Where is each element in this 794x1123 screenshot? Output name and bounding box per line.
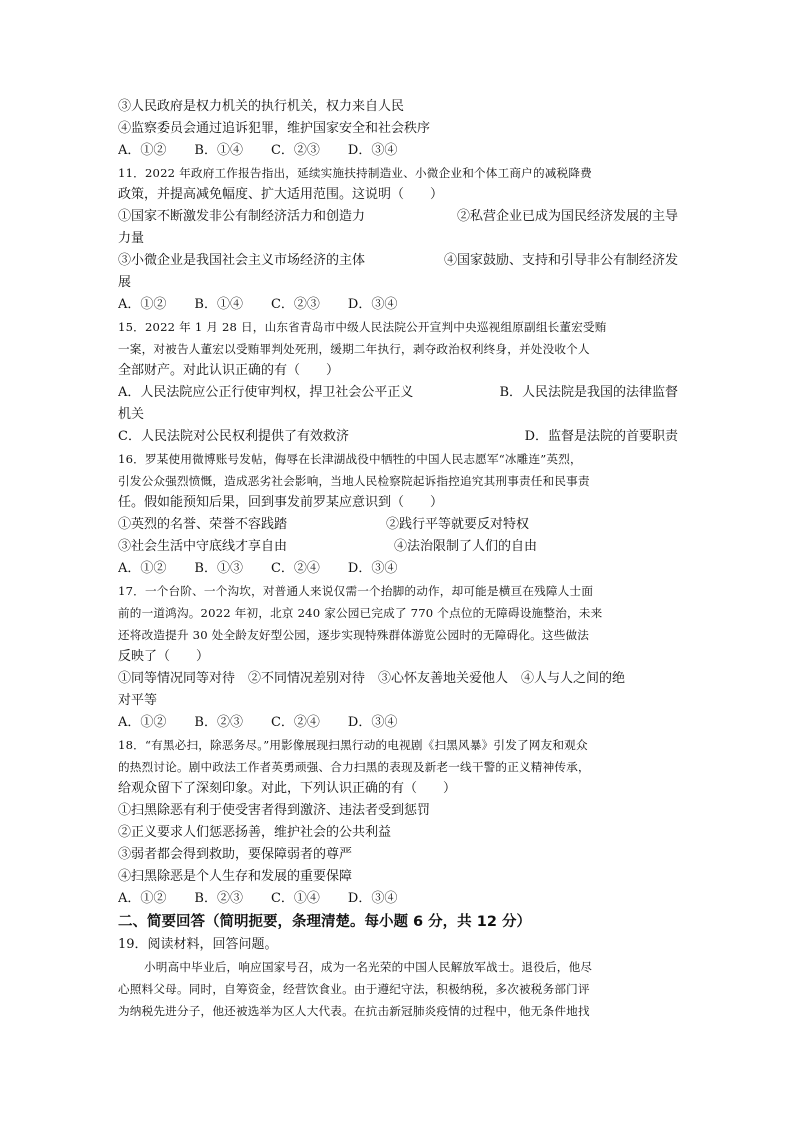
choice-b: B．人民法院是我国的法律监督 [499,385,678,400]
choice-2: ②私营企业已成为国民经济发展的主导 [456,209,678,224]
text-line: 机关 [118,407,145,422]
option-d: D．③④ [347,297,398,312]
q16-choices [118,536,678,558]
q16-stem: 16．罗某使用微博账号发帖，侮辱在长津湖战役中牺牲的中国人民志愿军“冰雕连”英烈， [118,452,582,466]
option-a: A．①② [118,143,167,158]
section-heading: 二、简要回答（简明扼要，条理清楚。每小题 6 分，共 12 分） [118,914,531,930]
text-line: ③人民政府是权力机关的执行机关，权力来自人民 [118,99,405,114]
option-c: C．②④ [270,715,320,730]
q19-stem: 19．阅读材料，回答问题。 [118,937,278,952]
option-b: B．①④ [194,297,243,312]
option-b: B．②③ [194,891,243,906]
q19-material: 小明高中毕业后，响应国家号召，成为一名光荣的中国人民解放军战士。退役后，他尽 [144,960,593,974]
option-c: C．②④ [270,561,320,576]
q11-choices [118,250,678,272]
option-d: D．③④ [347,715,398,730]
q18-stem: 的热烈讨论。剧中政法工作者英勇顽强、合力扫黑的表现及新老一线干警的正义精神传承， [118,760,590,774]
q19-material: 为纳税先进分子，他还被选举为区人大代表。在抗击新冠肺炎疫情的过程中，他无条件地找 [118,1004,590,1018]
exam-page [118,96,678,1022]
option-b: B．①④ [194,143,243,158]
q16-choices [118,514,678,536]
q17-stem: 17．一个台阶、一个沟坎，对普通人来说仅需一个抬脚的动作，却可能是横亘在残障人士面 [118,584,594,598]
q18-stem: 给观众留下了深刻印象。对此，下列认识正确的有（ ） [118,781,457,796]
text-line: 力量 [118,231,145,246]
text-line: 对平等 [118,693,158,708]
option-d: D．③④ [347,891,398,906]
option-a: A．①② [118,891,167,906]
q18-choice: ④扫黑除恶是个人生存和发展的重要保障 [118,869,353,884]
q17-stem: 反映了（ ） [118,649,210,664]
q10-options [118,140,678,162]
q18-choice: ①扫黑除恶有利于使受害者得到激济、违法者受到惩罚 [118,803,431,818]
option-a: A．①② [118,715,167,730]
q11-stem: 11．2022 年政府工作报告指出，延续实施扶持制造业、小微企业和个体工商户的减税降费 [118,166,592,180]
option-c: C．②③ [270,297,320,312]
q11-choices [118,206,678,228]
choice-a: A．人民法院应公正行使审判权，捍卫社会公平正义 [118,385,414,400]
q11-stem: 政策，并提高减免幅度、扩大适用范围。这说明（ ） [118,187,444,202]
option-a: A．①② [118,561,167,576]
q15-stem: 15．2022 年 1 月 28 日，山东省青岛市中级人民法院公开宣判中央巡视组原副组长董宏受贿 [118,320,607,334]
option-a: A．①② [118,297,167,312]
q16-options [118,558,678,580]
q17-stem: 前的一道鸿沟。2022 年初，北京 240 家公园已完成了 770 个点位的无障碍设施整治，未来 [118,606,603,620]
text-line: 展 [118,275,132,290]
q17-options [118,712,678,734]
option-d: D．③④ [347,143,398,158]
choice-3: ③社会生活中守底线才享自由 [118,539,288,554]
q17-choices: ①同等情况同等对待 ②不同情况差别对待 ③心怀友善地关爱他人 ④人与人之间的绝 [118,671,626,686]
choice-3: ③小微企业是我国社会主义市场经济的主体 [118,253,366,268]
choice-2: ②践行平等就要反对特权 [386,517,530,532]
q17-stem: 还将改造提升 30 处全龄友好型公园，逐步实现特殊群体游览公园时的无障碍化。这些做法 [118,628,590,642]
q15-choices [118,426,678,448]
q15-stem: 一案，对被告人董宏以受贿罪判处死刑，缓期二年执行，剥夺政治权利终身，并处没收个人 [118,342,590,356]
choice-1: ①国家不断激发非公有制经济活力和创造力 [118,209,366,224]
choice-d: D．监督是法院的首要职责 [524,429,678,444]
q19-material: 心照料父母。同时，自筹资金，经营饮食业。由于遵纪守法，积极纳税，多次被税务部门评 [118,982,590,996]
option-c: C．②③ [270,143,320,158]
q16-stem: 引发公众强烈愤慨，造成恶劣社会影响，当地人民检察院起诉指控追究其刑事责任和民事责 [118,474,590,488]
q15-choices [118,382,678,404]
q15-stem: 全部财产。对此认识正确的有（ ） [118,363,340,378]
option-d: D．③④ [347,561,398,576]
choice-1: ①英烈的名誉、荣誉不容践踏 [118,517,288,532]
q16-stem: 任。假如能预知后果，回到事发前罗某应意识到（ ） [118,495,444,510]
q18-stem: 18．“有黑必扫，除恶务尽。”用影像展现扫黑行动的电视剧《扫黑风暴》引发了网友和观众 [118,738,588,752]
text-line: ④监察委员会通过追诉犯罪，维护国家安全和社会秩序 [118,121,431,136]
q18-choice: ③弱者都会得到救助，要保障弱者的尊严 [118,847,353,862]
option-c: C．①④ [270,891,320,906]
choice-4: ④法治限制了人们的自由 [394,539,538,554]
option-b: B．①③ [194,561,243,576]
q11-options [118,294,678,316]
q18-choice: ②正义要求人们惩恶扬善，维护社会的公共利益 [118,825,392,840]
q18-options [118,888,678,910]
option-b: B．②③ [194,715,243,730]
choice-4: ④国家鼓励、支持和引导非公有制经济发 [443,253,678,268]
choice-c: C．人民法院对公民权利提供了有效救济 [118,429,349,444]
